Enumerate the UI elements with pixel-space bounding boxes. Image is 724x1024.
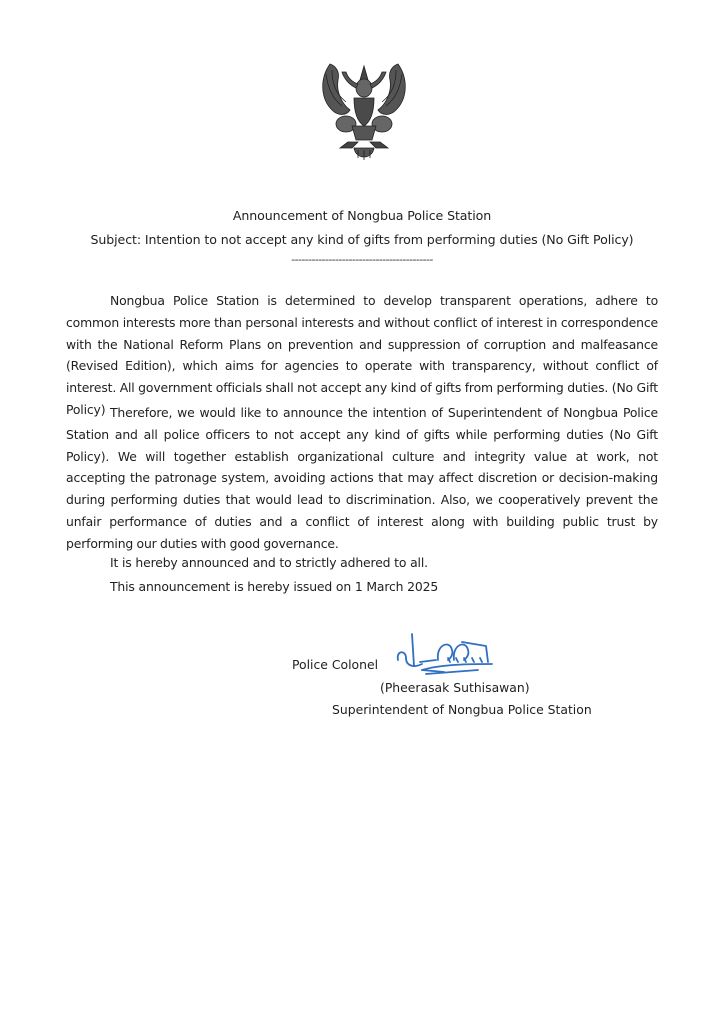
- announcement-subject: Subject: Intention to not accept any kind of gifts from performing duties (No Gift Policy): [90, 232, 634, 247]
- signatory-rank: Police Colonel: [292, 657, 379, 672]
- closing-statement: It is hereby announced and to strictly adhered to all.: [110, 555, 428, 570]
- handwritten-signature-icon: [392, 630, 502, 680]
- issue-date-statement: This announcement is hereby issued on 1 March 2025: [110, 579, 439, 594]
- paragraph-text: Nongbua Police Station is determined to develop transparent operations, adhere to common interests more than personal interests and without conflict of interest in correspondence with the National Reform Plans on prevention and suppression of corruption and malfeasance (Revised Edition), which aims for agencies to operate with transparency, without conflict of interest. All government officials shall not accept any kind of gifts from performing duties. (No Gift Policy): [66, 293, 658, 417]
- body-paragraph-2: [66, 402, 658, 555]
- announcement-title: Announcement of Nongbua Police Station: [232, 208, 492, 223]
- paragraph-text: Therefore, we would like to announce the intention of Superintendent of Nongbua Police Station and all police officers to not accept any kind of gifts while performing duties (No Gift Policy). We will together establish organizational culture and integrity value at work, not accepting the patronage system, avoiding actions that may affect discretion or decision-making during performing duties that would lead to discrimination. Also, we cooperatively prevent the unfair performance of duties and a conflict of interest along with building public trust by performing our duties with good governance.: [66, 405, 658, 551]
- signatory-name: (Pheerasak Suthisawan): [380, 680, 530, 695]
- header-divider: ------------------------------------------: [291, 253, 433, 266]
- signatory-position: Superintendent of Nongbua Police Station: [332, 702, 592, 717]
- garuda-emblem-icon: [318, 58, 410, 168]
